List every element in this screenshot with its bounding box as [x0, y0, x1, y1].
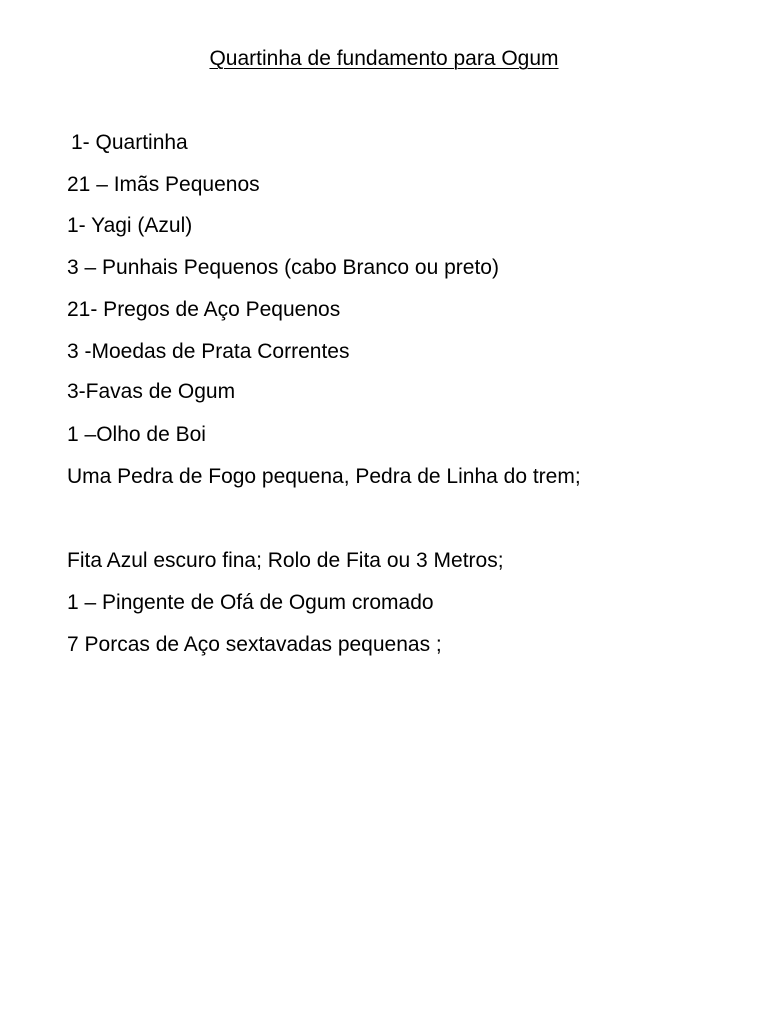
document-title: Quartinha de fundamento para Ogum [209, 47, 559, 70]
list-item: 3 – Punhais Pequenos (cabo Branco ou preto) [67, 256, 499, 279]
list-item: 21- Pregos de Aço Pequenos [67, 298, 341, 321]
list-item: 21 – Imãs Pequenos [67, 173, 260, 196]
list-item: 3 -Moedas de Prata Correntes [67, 340, 350, 363]
list-item: 3-Favas de Ogum [67, 380, 236, 403]
list-item: Fita Azul escuro fina; Rolo de Fita ou 3 Metros; [67, 549, 504, 572]
list-item: 1 – Pingente de Ofá de Ogum cromado [67, 591, 434, 614]
list-item: 1- Yagi (Azul) [67, 214, 193, 237]
list-item: Uma Pedra de Fogo pequena, Pedra de Linha do trem; [67, 465, 581, 488]
list-item: 1- Quartinha [71, 131, 188, 154]
list-item: 7 Porcas de Aço sextavadas pequenas ; [67, 633, 442, 656]
list-item: 1 –Olho de Boi [67, 423, 206, 446]
